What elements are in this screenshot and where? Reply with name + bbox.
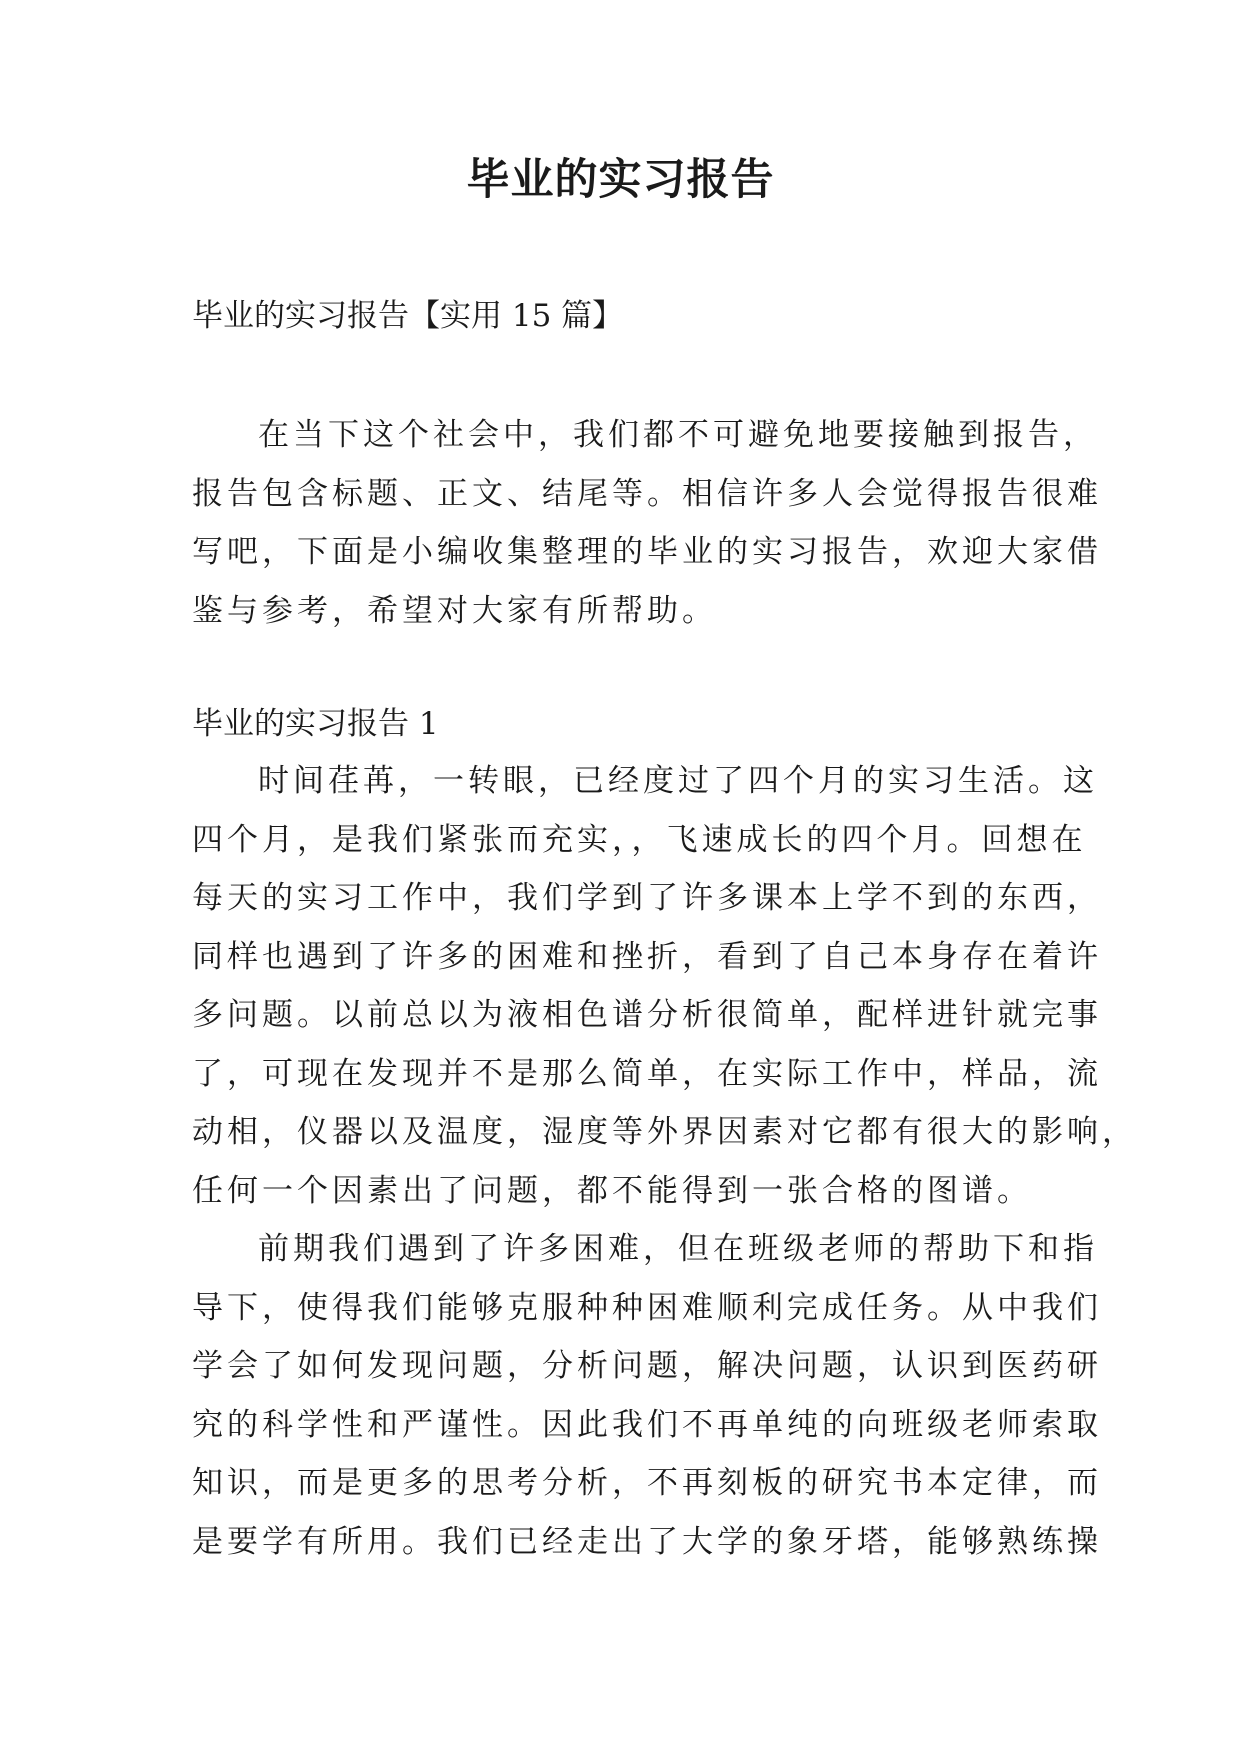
text-line: 知识，而是更多的思考分析，不再刻板的研究书本定律，而 [192, 1465, 1102, 1501]
text-line: 写吧，下面是小编收集整理的毕业的实习报告，欢迎大家借 [192, 534, 1102, 570]
text-line: 了，可现在发现并不是那么简单，在实际工作中，样品，流 [192, 1055, 1102, 1092]
text-line: 多问题。以前总以为液相色谱分析很简单，配样进针就完事 [192, 997, 1102, 1033]
document-title: 毕业的实习报告 [466, 155, 775, 205]
text-line: 报告包含标题、正文、结尾等。相信许多人会觉得报告很难 [192, 475, 1102, 512]
text-line: 学会了如何发现问题，分析问题，解决问题，认识到医药研 [192, 1348, 1102, 1384]
text-line: 时间荏苒，一转眼，已经度过了四个月的实习生活。这 [258, 763, 1098, 799]
text-line: 四个月，是我们紧张而充实，，飞速成长的四个月。回想在 [192, 821, 1087, 858]
document-subtitle: 毕业的实习报告【实用 15 篇】 [192, 298, 624, 334]
text-line: 在当下这个社会中，我们都不可避免地要接触到报告， [258, 417, 1098, 453]
text-line: 任何一个因素出了问题，都不能得到一张合格的图谱。 [192, 1172, 1032, 1209]
text-line: 是要学有所用。我们已经走出了大学的象牙塔，能够熟练操 [192, 1523, 1102, 1560]
body-paragraph-2 [192, 1220, 1102, 1571]
text-line: 鉴与参考，希望对大家有所帮助。 [192, 592, 717, 629]
section-heading: 毕业的实习报告 1 [192, 706, 439, 742]
text-line: 每天的实习工作中，我们学到了许多课本上学不到的东西， [192, 880, 1102, 916]
text-line: 导下，使得我们能够克服种种困难顺利完成任务。从中我们 [192, 1289, 1102, 1326]
intro-paragraph [192, 406, 1102, 640]
text-line: 究的科学性和严谨性。因此我们不再单纯的向班级老师索取 [192, 1406, 1102, 1443]
text-line: 同样也遇到了许多的困难和挫折，看到了自己本身存在着许 [192, 938, 1102, 975]
text-line: 动相，仪器以及温度，湿度等外界因素对它都有很大的影响， [192, 1114, 1137, 1150]
text-line: 前期我们遇到了许多困难，但在班级老师的帮助下和指 [258, 1231, 1098, 1267]
body-paragraph-1 [192, 752, 1137, 1220]
